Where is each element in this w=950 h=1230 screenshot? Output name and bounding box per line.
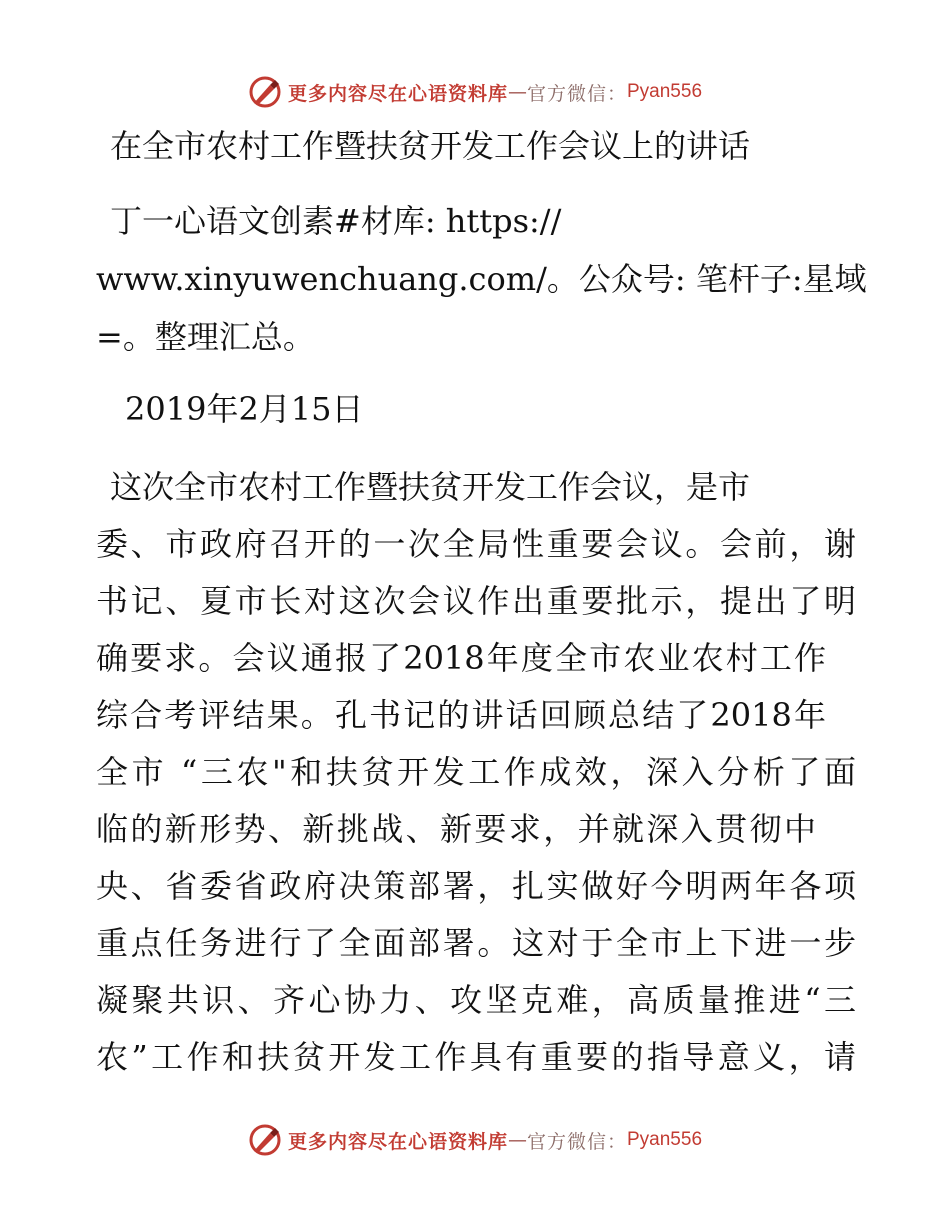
watermark-brand: 更多内容尽在心语资料库	[287, 82, 508, 105]
source-line-3: =。整理汇总。	[96, 318, 315, 356]
watermark-wechat-label: 官方微信：	[526, 82, 627, 105]
document-date: 2019年2月15日	[125, 390, 364, 428]
body-line-5: 综合考评结果。孔书记的讲话回顾总结了2018年	[96, 696, 826, 734]
body-line-6: 全市 “三农"和扶贫开发工作成效，深入分析了面	[96, 753, 856, 791]
header-watermark-banner	[0, 72, 950, 112]
body-line-2: 委、市政府召开的一次全局性重要会议。会前，谢	[96, 525, 856, 563]
body-line-4: 确要求。会议通报了2018年度全市农业农村工作	[96, 639, 826, 677]
body-line-8: 央、省委省政府决策部署，扎实做好今明两年各项	[96, 867, 856, 905]
body-line-11: 农”工作和扶贫开发工作具有重要的指导意义，请	[96, 1038, 856, 1076]
body-line-7: 临的新形势、新挑战、新要求，并就深入贯彻中	[96, 810, 816, 848]
watermark-wechat-id: Pyan556	[627, 81, 703, 102]
source-line-2: www.xinyuwenchuang.com/。公众号: 笔杆子:星域	[96, 260, 867, 298]
watermark-dash: —	[507, 1129, 527, 1151]
body-line-1: 这次全市农村工作暨扶贫开发工作会议，是市	[110, 468, 751, 506]
watermark-wechat-id: Pyan556	[627, 1129, 703, 1150]
pen-logo-icon	[248, 1123, 282, 1157]
watermark-dash: —	[507, 81, 527, 103]
footer-watermark-banner	[0, 1120, 950, 1160]
source-line-1: 丁一心语文创素#材库: https://	[110, 202, 562, 240]
body-line-10: 凝聚共识、齐心协力、攻坚克难，高质量推进“三	[96, 981, 856, 1019]
watermark-wechat-label: 官方微信：	[526, 1130, 627, 1153]
document-title: 在全市农村工作暨扶贫开发工作会议上的讲话	[110, 127, 751, 165]
body-line-9: 重点任务进行了全面部署。这对于全市上下进一步	[96, 924, 856, 962]
body-line-3: 书记、夏市长对这次会议作出重要批示，提出了明	[96, 582, 856, 620]
watermark-brand: 更多内容尽在心语资料库	[287, 1130, 508, 1153]
pen-logo-icon	[248, 75, 282, 109]
